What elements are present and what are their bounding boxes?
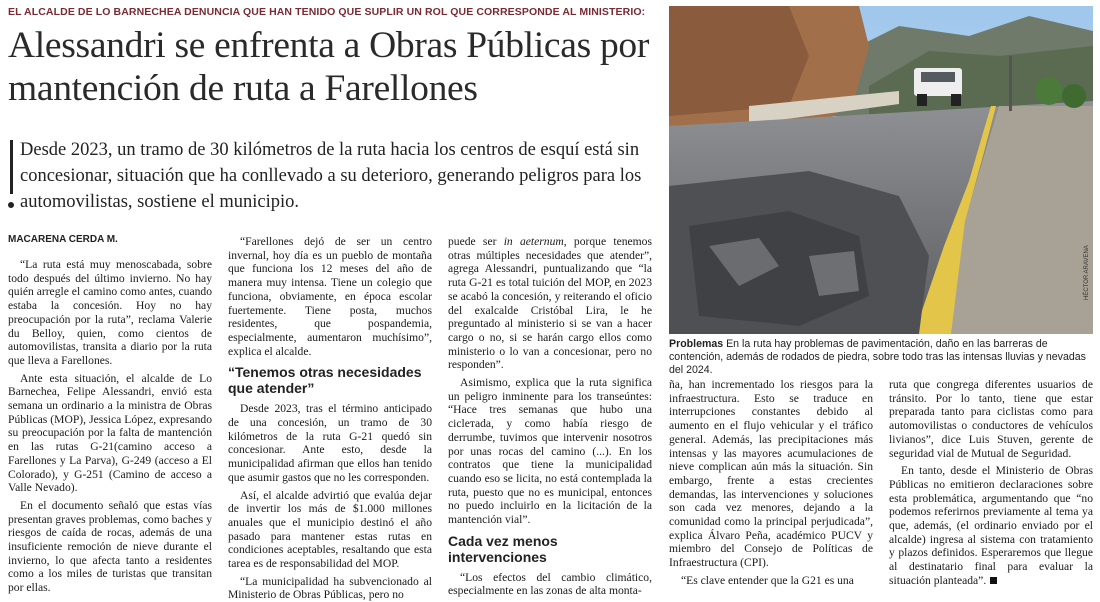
paragraph [889, 464, 1093, 587]
paragraph: Ante esta situación, el alcalde de Lo Barnechea, Felipe Alessandri, envió esta semana un ordinario a la ministra de Obras Públicas (MOP), Jessica López, expresando su preocupación por la falta de mantención en las rutas G-21(camino acceso a Farellones y La Parva), G-249 (acceso a El Colorado), y G-251 (Camino de acceso a Valle Nevado). [8, 371, 212, 495]
road-photo-illustration [669, 6, 1093, 334]
paragraph: Así, el alcalde advirtió que evalúa dejar de invertir los más de $1.000 millones anuales que el municipio destinó el año pasado para mantener estas rutas en condiciones aceptables, resaltando que esta tarea es de responsabilidad del MOP. [228, 488, 432, 571]
paragraph: ruta que congrega diferentes usuarios de tránsito. Por lo tanto, tiene que estar preparada tanto para ciclistas como para automovilistas o conductores de vehículos livianos”, dice Luis Stuven, gerente de seguridad vial de Mutual de Seguridad. [889, 378, 1093, 460]
subheading: Cada vez menos intervenciones [448, 532, 558, 565]
kicker: EL ALCALDE DE LO BARNECHEA DENUNCIA QUE HAN TENIDO QUE SUPLIR UN ROL QUE CORRESPONDE AL MINISTERIO: [8, 6, 646, 18]
deck-rule [10, 140, 13, 194]
article-column-3 [448, 235, 652, 598]
paragraph: Desde 2023, tras el término anticipado de una concesión, un tramo de 30 kilómetros de la ruta G-21 quedó sin concesionar. Ante esto, desde la municipalidad afirman que ellos han tenido que asumir gastos que no les corresponden. [228, 402, 432, 484]
article-column-1 [8, 258, 212, 595]
road-photo [669, 6, 1093, 334]
text-run: , porque tenemos otras múltiples necesidades que atender”, agrega Alessandri, puntualizando que “la ruta G-21 es total tuición del MOP, en 2023 se acabó la concesión, y reiterando el oficio del exalcalde Cristóbal Lira, le he preguntado al ministerio si se van a hacer cargo o no, si se harán cargo ellos como ministerio o lo van a concesionar, pero no responden”. [448, 235, 652, 372]
caption-label: Problemas [669, 338, 724, 350]
paragraph: “La ruta está muy menoscabada, sobre todo después del último invierno. No hay quién arregle el camino como antes, cuando estaba la concesión. Hoy no hay preocupación por la ruta”, reclama Valerie du Belloy, quien, como cientos de automovilistas, transita a diario por la ruta que lleva a Farellones. [8, 258, 212, 367]
paragraph: “Los efectos del cambio climático, especialmente en las zonas de alta monta- [448, 570, 652, 598]
byline: MACARENA CERDA M. [8, 234, 118, 245]
deck: Desde 2023, un tramo de 30 kilómetros de la ruta hacia los centros de esquí está sin concesionar, situación que ha conllevado a su deterioro, generando peligros para los automovilistas, sostiene el municipio. [20, 140, 642, 212]
paragraph [448, 235, 652, 372]
article-column-5 [889, 378, 1093, 588]
article-column-4 [669, 378, 873, 588]
paragraph: “Farellones dejó de ser un centro invernal, hoy día es un pueblo de montaña que funciona los 12 meses del año de manera muy intensa. Tiene un colegio que funciona, obviamente, en época escolar fuertemente. Tiene posta, muchos residentes, que pospandemia, especialmente, aumentaron muchísimo”, explica el alcalde. [228, 235, 432, 358]
headline: Alessandri se enfrenta a Obras Públicas por mantención de ruta a Farellones [8, 25, 650, 109]
paragraph-text: En tanto, desde el Ministerio de Obras Públicas no emitieron declaraciones sobre esta problemática, argumentando que “no podemos referirnos previamente al tema ya que, además, (el ordinario enviado por el alcalde) ingresa al sistema con tratamiento y plazos definidos. Esperaremos que llegue al destinatario final para evaluar la situación planteada”. [889, 464, 1093, 587]
paragraph: “Es clave entender que la G21 es una [681, 573, 854, 587]
photo-credit: HÉCTOR ARAVENA [1084, 245, 1090, 300]
end-mark [990, 577, 997, 584]
paragraph: Asimismo, explica que la ruta significa un peligro inminente para los transeúntes: “Hace tres semanas que hubo una ciclетada, y como había riesgo de derrumbe, tuvimos que intervenir nosotros por unas rocas del camino (...). En los contratos que tiene la municipalidad cuando eso se licita, no está contemplada la ruta, puesto que no es municipal, entonces no puedo incluirlo en la licitación de la mantención vial”. [448, 376, 652, 527]
text-run: puede ser [448, 235, 504, 248]
paragraph: “La municipalidad ha subvencionado al Ministerio de Obras Públicas, pero no [228, 574, 432, 602]
subheading: “Tenemos otras necesidades que atender” [228, 364, 422, 397]
photo-caption [669, 338, 1093, 377]
italic-term: in aeternum [503, 235, 564, 248]
deck-bullet [8, 202, 14, 208]
article-column-2 [228, 235, 432, 602]
paragraph: ña, han incrementado los riesgos para la infraestructura. Esto se traduce en interrupciones constantes debido al aumento en el flujo vehicular y el tráfico general. Además, las precipitaciones más intensas y las mayores acumulaciones de nieve complican aún más la situación. Sin embargo, frente a estas crecientes demandas, las intervenciones y soluciones son cada vez menores, dejando a la comunidad como la principal perjudicada”, explica Álvaro Peña, académico PUCV y miembro del Consejo de Políticas de Infraestructura (CPI). [669, 378, 873, 570]
paragraph: En el documento señaló que estas vías presentan graves problemas, como baches y riesgos de caída de rocas, además de una insuficiente remoción de nieve durante el invierno, lo que afecta tanto a residentes como a los miles de turistas que transitan por ellas. [8, 498, 212, 595]
caption-text: En la ruta hay problemas de pavimentación, daño en las barreras de contención, además de rodados de piedra, sobre todo tras las intensas lluvias y nevadas del 2024. [669, 338, 1086, 376]
